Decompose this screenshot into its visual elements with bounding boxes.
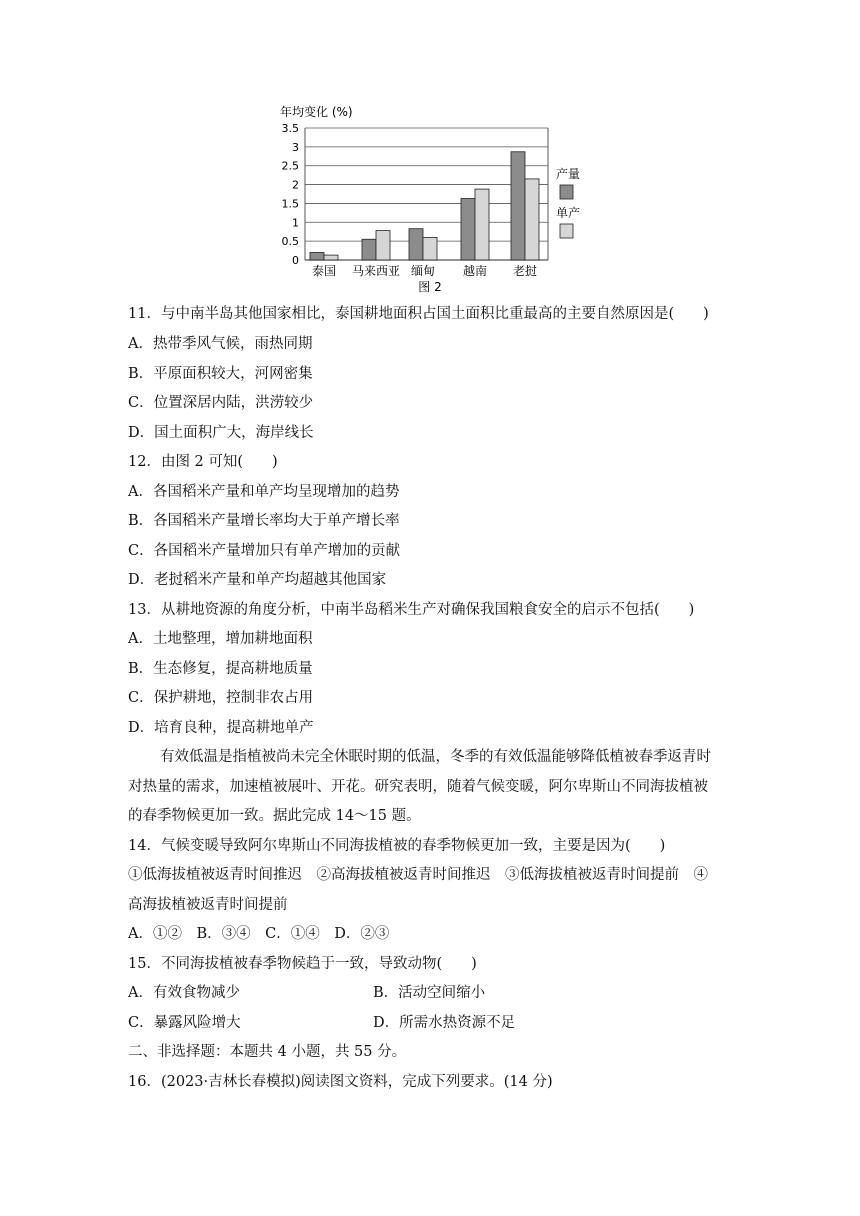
legend (556, 166, 580, 238)
q15-stem: 15．不同海拔植被春季物候趋于一致，导致动物( ) (128, 956, 477, 972)
y-tick-label: 2 (292, 178, 299, 192)
q14-choices: A．①② B．③④ C．①④ D．②③ (128, 926, 390, 942)
q13-option-c: C．保护耕地，控制非农占用 (128, 690, 314, 706)
q12-option-b: B．各国稻米产量增长率均大于单产增长率 (128, 513, 400, 529)
legend-label: 产量 (556, 167, 581, 181)
bar-产量-老挝 (511, 152, 525, 260)
q15-option-a: A．有效食物减少 (128, 985, 240, 1001)
bar-单产-老挝 (525, 179, 539, 260)
y-tick-label: 0 (292, 254, 299, 267)
q14-options-line-2: 高海拔植被返青时间提前 (128, 897, 288, 913)
q13-option-d: D．培育良种，提高耕地单产 (128, 720, 314, 736)
q11-option-b: B．平原面积较大，河网密集 (128, 366, 313, 382)
y-tick-label: 3 (292, 140, 299, 154)
q14-stem: 14．气候变暖导致阿尔卑斯山不同海拔植被的春季物候更加一致，主要是因为( ) (128, 838, 666, 854)
figure-caption: 图 2 (418, 280, 442, 294)
q11-option-c: C．位置深居内陆，洪涝较少 (128, 395, 314, 411)
legend-swatch (560, 224, 573, 238)
passage-line-2: 对热量的需求，加速植被展叶、开花。研究表明，随着气候变暖，阿尔卑斯山不同海拔植被 (128, 779, 708, 795)
y-tick-label: 2.5 (281, 159, 299, 173)
y-tick-label: 0.5 (281, 235, 299, 249)
x-tick-label: 越南 (462, 264, 488, 278)
q13-option-a: A．土地整理，增加耕地面积 (128, 631, 313, 647)
q12-option-a: A．各国稻米产量和单产均呈现增加的趋势 (128, 484, 400, 500)
bar-产量-缅甸 (409, 229, 423, 260)
bar-产量-马来西亚 (362, 239, 376, 260)
y-tick-label: 1.5 (281, 197, 299, 211)
q13-stem: 13．从耕地资源的角度分析，中南半岛稻米生产对确保我国粮食安全的启示不包括( ) (128, 602, 695, 618)
bar-产量-泰国 (310, 252, 324, 260)
q15-option-c: C．暴露风险增大 (128, 1015, 241, 1031)
bar-单产-泰国 (324, 255, 338, 260)
q12-stem: 12．由图 2 可知( ) (128, 454, 278, 470)
q11-option-d: D．国土面积广大，海岸线长 (128, 425, 314, 441)
x-tick-label: 马来西亚 (351, 264, 401, 278)
rice-change-bar-chart (270, 98, 600, 298)
q11-stem: 11．与中南半岛其他国家相比，泰国耕地面积占国土面积比重最高的主要自然原因是( ) (128, 306, 709, 322)
bar-单产-缅甸 (423, 237, 437, 260)
q16-stem: 16．(2023·吉林长春模拟)阅读图文资料，完成下列要求。(14 分) (128, 1074, 553, 1090)
x-tick-labels (312, 263, 537, 278)
legend-label: 单产 (556, 206, 581, 220)
bars (310, 152, 539, 260)
y-axis-title: 年均变化 (%) (280, 105, 353, 119)
q11-option-a: A．热带季风气候，雨热同期 (128, 336, 313, 352)
legend-swatch (560, 185, 573, 199)
x-tick-label: 泰国 (311, 264, 337, 278)
q13-option-b: B．生态修复，提高耕地质量 (128, 661, 313, 677)
section-2-heading: 二、非选择题：本题共 4 小题，共 55 分。 (128, 1044, 407, 1060)
passage-line-3: 的春季物候更加一致。据此完成 14～15 题。 (128, 808, 421, 824)
bar-单产-马来西亚 (376, 231, 390, 260)
q12-option-d: D．老挝稻米产量和单产均超越其他国家 (128, 572, 387, 588)
y-tick-label: 3.5 (281, 122, 299, 135)
bar-产量-越南 (461, 199, 475, 260)
y-tick-label: 1 (292, 216, 299, 230)
q12-option-c: C．各国稻米产量增加只有单产增加的贡献 (128, 543, 401, 559)
q15-option-b: B．活动空间缩小 (373, 985, 486, 1001)
x-tick-label: 老挝 (512, 264, 538, 278)
passage-line-1: 有效低温是指植被尚未完全休眠时期的低温，冬季的有效低温能够降低植被春季返青时 (160, 749, 711, 765)
bar-单产-越南 (475, 189, 489, 260)
q14-options-line-1: ①低海拔植被返青时间推迟 ②高海拔植被返青时间推迟 ③低海拔植被返青时间提前 ④ (128, 867, 708, 883)
x-tick-label: 缅甸 (410, 264, 436, 278)
y-tick-labels (282, 122, 300, 267)
q15-option-d: D．所需水热资源不足 (373, 1015, 516, 1031)
